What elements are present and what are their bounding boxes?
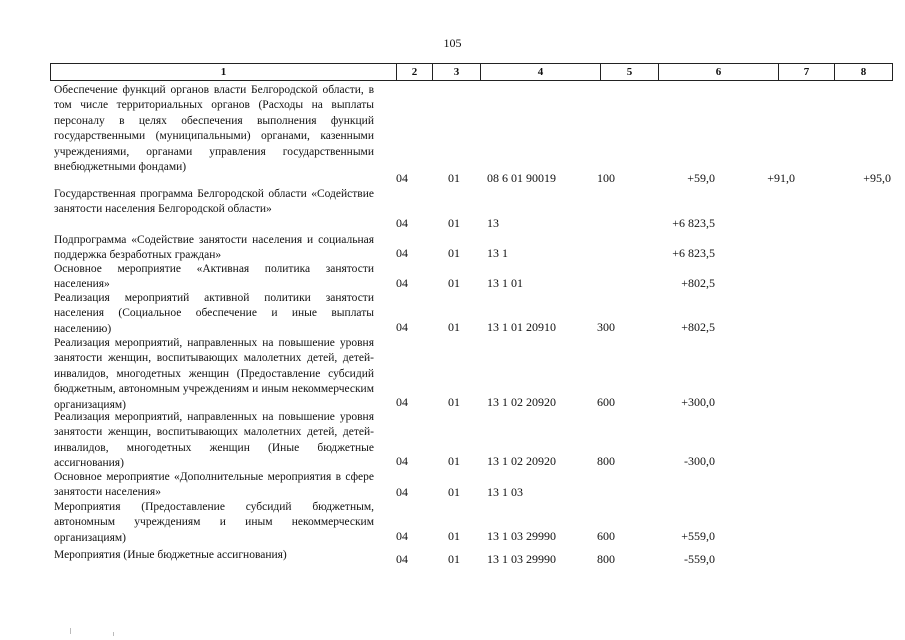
cell-col-6: +6 823,5: [672, 216, 715, 230]
cell-col-2: 04: [396, 395, 408, 409]
cell-col-5: 300: [597, 320, 615, 334]
header-col-8: 8: [860, 66, 867, 78]
cell-col-6: +559,0: [681, 529, 715, 543]
cell-col-2: 04: [396, 529, 408, 543]
cell-col-2: 04: [396, 276, 408, 290]
row-description: Основное мероприятие «Активная политика занятости населения»: [54, 263, 374, 291]
row-description: Мероприятия (Иные бюджетные ассигнования): [54, 549, 287, 561]
cell-col-3: 01: [448, 276, 460, 290]
row-description: Реализация мероприятий активной политики занятости населения (Социальное обеспечение и иные выплаты населению): [54, 292, 374, 335]
cell-col-4: 13: [487, 216, 499, 230]
cell-col-5: 600: [597, 395, 615, 409]
cell-col-8: +95,0: [863, 171, 891, 185]
cell-col-3: 01: [448, 529, 460, 543]
cell-col-5: 100: [597, 171, 615, 185]
cell-col-6: +59,0: [687, 171, 715, 185]
cell-col-4: 13 1 03 29990: [487, 552, 556, 566]
cell-col-6: +802,5: [681, 276, 715, 290]
header-col-7: 7: [779, 64, 835, 80]
row-description: Мероприятия (Предоставление субсидий бюджетным, автономным учреждениям и иным некоммерческим организациям): [54, 501, 374, 544]
header-col-6: 6: [659, 64, 779, 80]
page-number: 105: [443, 36, 462, 50]
cell-col-6: +802,5: [681, 320, 715, 334]
cell-col-6: -559,0: [684, 552, 715, 566]
cell-col-4: 13 1: [487, 246, 508, 260]
cell-col-2: 04: [396, 454, 408, 468]
row-description: Основное мероприятие «Дополнительные мероприятия в сфере занятости населения»: [54, 471, 374, 499]
cell-col-5: 800: [597, 552, 615, 566]
cell-col-2: 04: [396, 246, 408, 260]
cell-col-3: 01: [448, 246, 460, 260]
cell-col-5: 800: [597, 454, 615, 468]
cell-col-4: 13 1 01 20910: [487, 320, 556, 334]
cell-col-6: +6 823,5: [672, 246, 715, 260]
cell-col-4: 13 1 03 29990: [487, 529, 556, 543]
row-description: Реализация мероприятий, направленных на повышение уровня занятости женщин, воспитывающих малолетних детей, детей-инвалидов, многодетных женщин (Иные бюджетные ассигнования): [54, 411, 374, 470]
cell-col-3: 01: [448, 320, 460, 334]
header-col-1: 1: [51, 64, 397, 80]
cell-col-6: -300,0: [684, 454, 715, 468]
cell-col-3: 01: [448, 454, 460, 468]
cell-col-3: 01: [448, 395, 460, 409]
table-header: [50, 63, 893, 81]
cell-col-3: 01: [448, 552, 460, 566]
cell-col-4: 13 1 01: [487, 276, 523, 290]
cell-col-4: 13 1 02 20920: [487, 395, 556, 409]
cell-col-2: 04: [396, 320, 408, 334]
header-col-3: 3: [433, 64, 481, 80]
cell-col-2: 04: [396, 485, 408, 499]
cell-col-6: +300,0: [681, 395, 715, 409]
row-description: Реализация мероприятий, направленных на повышение уровня занятости женщин, воспитывающих малолетних детей, детей-инвалидов, многодетных женщин (Предоставление субсидий бюджетным, автономным учреждениям и иным некоммерческим организациям): [54, 337, 374, 411]
cell-col-4: 13 1 02 20920: [487, 454, 556, 468]
row-description: Подпрограмма «Содействие занятости населения и социальная поддержка безработных граждан»: [54, 234, 374, 262]
cell-col-3: 01: [448, 216, 460, 230]
header-col-4: 4: [481, 64, 601, 80]
cell-col-2: 04: [396, 171, 408, 185]
row-description: Обеспечение функций органов власти Белгородской области, в том числе территориальных органов (Расходы на выплаты персоналу в целях обеспечения выполнения функций государственными (муниципальными) органами, казенными учреждениями, органами управления государственными внебюджетными фондами): [54, 84, 374, 174]
scan-speck: [70, 628, 71, 634]
cell-col-5: 600: [597, 529, 615, 543]
cell-col-4: 13 1 03: [487, 485, 523, 499]
cell-col-3: 01: [448, 485, 460, 499]
header-col-2: 2: [397, 64, 433, 80]
header-col-5: 5: [601, 64, 659, 80]
cell-col-3: 01: [448, 171, 460, 185]
cell-col-7: +91,0: [767, 171, 795, 185]
cell-col-2: 04: [396, 216, 408, 230]
scan-speck: [113, 632, 114, 636]
cell-col-4: 08 6 01 90019: [487, 171, 556, 185]
row-description: Государственная программа Белгородской области «Содействие занятости населения Белгородской области»: [54, 188, 374, 216]
cell-col-2: 04: [396, 552, 408, 566]
